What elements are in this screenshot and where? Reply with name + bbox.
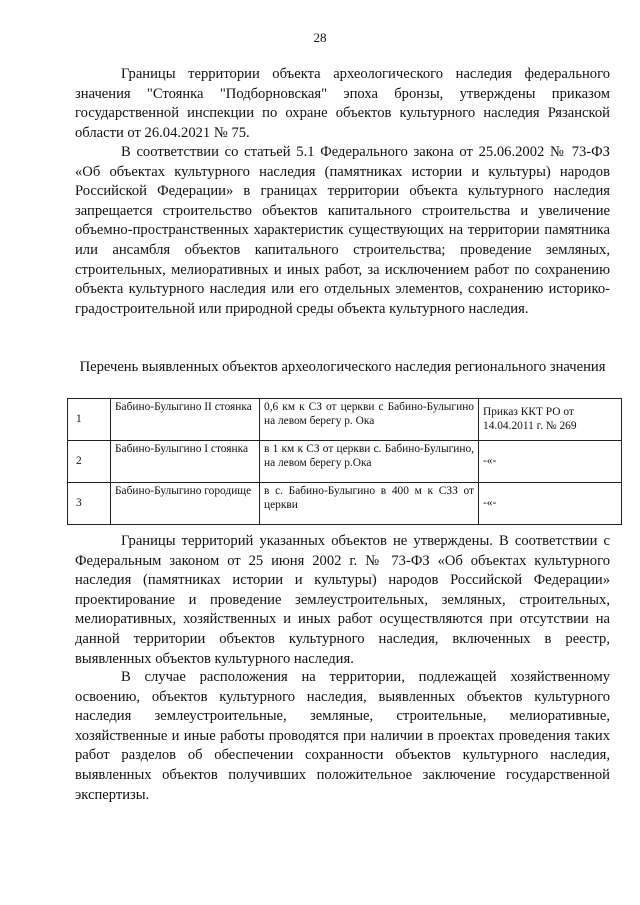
table-row [68,483,622,525]
table-row [68,399,622,441]
row-number: 3 [68,483,111,525]
paragraph-unapproved-borders: Границы территорий указанных объектов не утверждены. В соответствии с Федеральным законом от 25 июня 2002 г. № 73-ФЗ «Об объектах культурного наследия (памятниках истории и культуры) народов Российской Федерации» проектирование и проведение землеустроительных, земляных, строительных, мелиоративных, хозяйственных и иных работ осуществляются при отсутствии на данной территории объектов культурного наследия, включенных в реестр, выявленных объектов культурного наследия. [75,533,610,667]
object-document: -«- [479,441,622,483]
table-row [68,441,622,483]
object-location: 0,6 км к СЗ от церкви с Бабино-Булыгино на левом берегу р. Ока [260,399,479,441]
table-caption: Перечень выявленных объектов археологического наследия регионального значения [79,359,606,375]
object-name: Бабино-Булыгино II стоянка [111,399,260,441]
paragraph-restrictions: В соответствии со статьей 5.1 Федерального закона от 25.06.2002 № 73-ФЗ «Об объектах культурного наследия (памятниках истории и культуры) народов Российской Федерации» в границах территории объекта культурного наследия запрещается строительство объектов капитального строительства и увеличение объемно-пространственных характеристик существующих на территории памятника или ансамбля объектов капитального строительства; проведение земляных, строительных, мелиоративных и иных работ, за исключением работ по сохранению объекта культурного наследия или его отдельных элементов, сохранению историко-градостроительной или природной среды объекта культурного наследия. [75,144,610,317]
paragraph-development-conditions: В случае расположения на территории, подлежащей хозяйственному освоению, объектов культурного наследия, выявленных объектов культурного наследия землеустроительные, земляные, строительные, мелиоративные, хозяйственные и иные работы проводятся при наличии в проектах проведения таких работ разделов об обеспечении сохранности объектов культурного наследия, выявленных объектов получивших положительное заключение государственной экспертизы. [75,669,610,803]
object-document: -«- [479,483,622,525]
paragraph-border-info: Границы территории объекта археологического наследия федерального значения "Стоянка "Подборновская" эпоха бронзы, утверждены приказом государственной инспекции по охране объектов культурного наследия Рязанской области от 26.04.2021 № 75. [75,66,610,141]
object-location: в 1 км к СЗ от церкви с. Бабино-Булыгино, на левом берегу р.Ока [260,441,479,483]
page-number: 28 [313,30,327,45]
row-number: 2 [68,441,111,483]
object-document: Приказ ККТ РО от 14.04.2011 г. № 269 [479,399,622,441]
object-name: Бабино-Булыгино I стоянка [111,441,260,483]
object-name: Бабино-Булыгино городище [111,483,260,525]
object-location: в с. Бабино-Булыгино в 400 м к СЗЗ от церкви [260,483,479,525]
row-number: 1 [68,399,111,441]
heritage-objects-table [67,398,622,525]
